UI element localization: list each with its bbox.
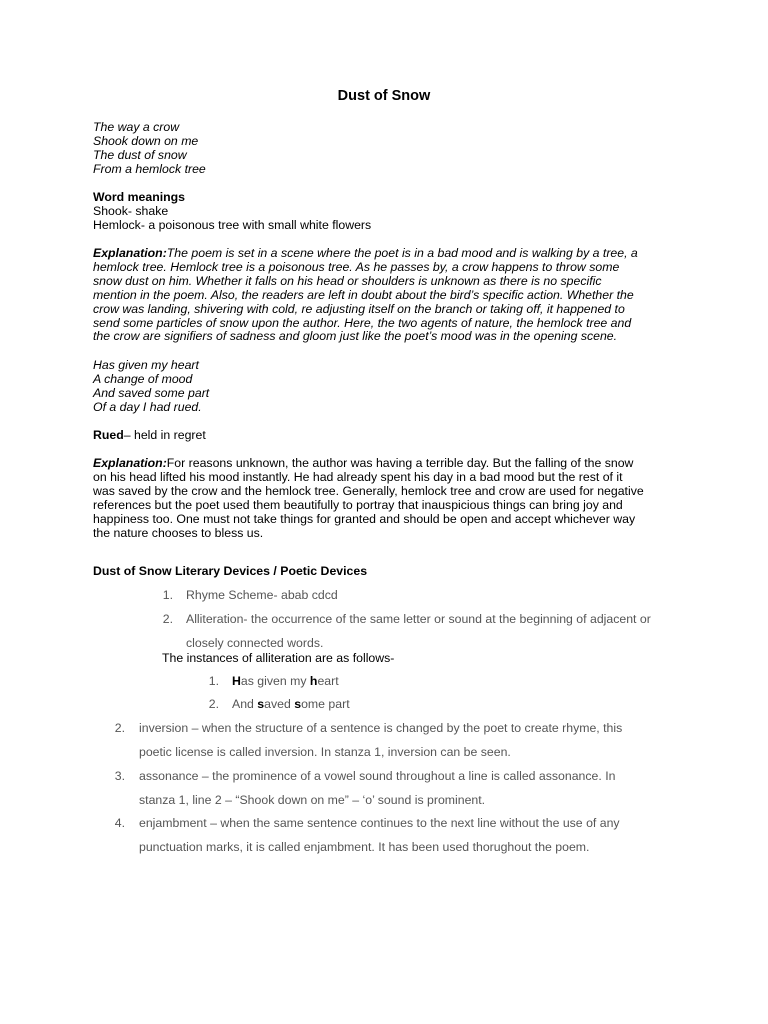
list-text: enjambment – when the same sentence continues to the next line without the use of any xyxy=(139,816,620,830)
list-text: Rhyme Scheme- abab cdcd xyxy=(186,588,338,602)
list-text: stanza 1, line 2 – “Shook down on me” – ‘o’ sound is prominent. xyxy=(139,793,486,807)
stanza-2 xyxy=(93,359,683,415)
list-text xyxy=(232,693,350,717)
explanation-2 xyxy=(93,457,683,540)
word-meaning-item: Hemlock- a poisonous tree with small white flowers xyxy=(93,217,372,232)
list-text: assonance – the prominence of a vowel sound throughout a line is called assonance. In xyxy=(139,769,616,783)
list-number: 1. xyxy=(162,588,173,602)
stanza-line: Of a day I had rued. xyxy=(93,399,202,414)
explanation-line: The poem is set in a scene where the poet is in a bad mood and is walking by a tree, a xyxy=(166,246,638,260)
list-number: 1. xyxy=(208,674,219,688)
rued-definition xyxy=(93,429,683,443)
alliteration-text: aved xyxy=(264,697,295,711)
alliteration-letter: s xyxy=(294,697,302,711)
stanza-line: And saved some part xyxy=(93,385,210,400)
page-title: Dust of Snow xyxy=(337,88,431,104)
explanation-1 xyxy=(93,247,683,344)
alliteration-letter: h xyxy=(309,674,318,688)
explanation-line: the crow are signifiers of sadness and gloom just like the poet’s mood was in the opening scene. xyxy=(93,329,618,344)
explanation-line: snow dust on him. Whether it falls on his head or shoulders is unknown as there is no specific xyxy=(93,273,602,288)
explanation-label: Explanation: xyxy=(93,246,167,260)
list-text: punctuation marks, it is called enjambment. It has been used thorughout the poem. xyxy=(139,840,590,854)
rued-word: Rued xyxy=(93,428,124,442)
stanza-1 xyxy=(93,121,683,177)
word-meaning-item: Shook- shake xyxy=(93,203,169,218)
alliteration-letter: H xyxy=(232,674,241,688)
alliteration-text: eart xyxy=(317,674,339,688)
word-meanings-heading: Word meanings xyxy=(93,190,186,204)
devices-heading: Dust of Snow Literary Devices / Poetic Devices xyxy=(93,564,368,578)
stanza-line: Has given my heart xyxy=(93,358,199,372)
rued-meaning: – held in regret xyxy=(123,428,206,442)
explanation-label: Explanation: xyxy=(93,456,167,470)
alliteration-intro: The instances of alliteration are as follows- xyxy=(162,651,395,665)
explanation-line: the nature chooses to bless us. xyxy=(93,525,264,540)
list-number: 3. xyxy=(114,769,125,783)
list-number: 2. xyxy=(162,612,173,626)
list-number: 4. xyxy=(114,816,125,830)
explanation-line: was saved by the crow and the hemlock tree. Generally, hemlock tree and crow are used for negative xyxy=(93,483,644,498)
explanation-line: crow was landing, shivering with cold, re adjusting itself on the branch or taking off, it happened to xyxy=(93,301,625,316)
explanation-line: references but the poet used them beautifully to portray that inauspicious things can bring joy and xyxy=(93,497,623,512)
alliteration-text: ome part xyxy=(301,697,350,711)
list-number: 2. xyxy=(114,721,125,735)
explanation-line: send some particles of snow upon the author. Here, the two agents of nature, the hemlock tree and xyxy=(93,315,632,330)
explanation-line: For reasons unknown, the author was having a terrible day. But the falling of the snow xyxy=(166,456,634,470)
stanza-line: The way a crow xyxy=(93,120,180,134)
alliteration-text: And xyxy=(232,697,258,711)
list-text: poetic license is called inversion. In stanza 1, inversion can be seen. xyxy=(139,745,511,759)
stanza-line: The dust of snow xyxy=(93,147,187,162)
list-text xyxy=(232,670,339,694)
stanza-line: Shook down on me xyxy=(93,133,199,148)
explanation-line: happiness too. One must not take things for granted and should be open and accept whichever way xyxy=(93,511,636,526)
explanation-line: hemlock tree. Hemlock tree is a poisonous tree. As he passes by, a crow happens to throw some xyxy=(93,259,620,274)
word-meanings xyxy=(93,191,683,233)
stanza-line: From a hemlock tree xyxy=(93,161,206,176)
list-text: closely connected words. xyxy=(186,636,324,650)
list-number: 2. xyxy=(208,697,219,711)
alliteration-text: as given my xyxy=(240,674,310,688)
explanation-line: mention in the poem. Also, the readers are left in doubt about the bird’s specific action. Whether the xyxy=(93,287,634,302)
stanza-line: A change of mood xyxy=(93,371,193,386)
list-text: inversion – when the structure of a sentence is changed by the poet to create rhyme, this xyxy=(139,721,623,735)
list-text: Alliteration- the occurrence of the same letter or sound at the beginning of adjacent or xyxy=(186,612,651,626)
explanation-line: on his head lifted his mood instantly. He had already spent his day in a bad mood but the rest of it xyxy=(93,469,623,484)
alliteration-letter: s xyxy=(257,697,265,711)
